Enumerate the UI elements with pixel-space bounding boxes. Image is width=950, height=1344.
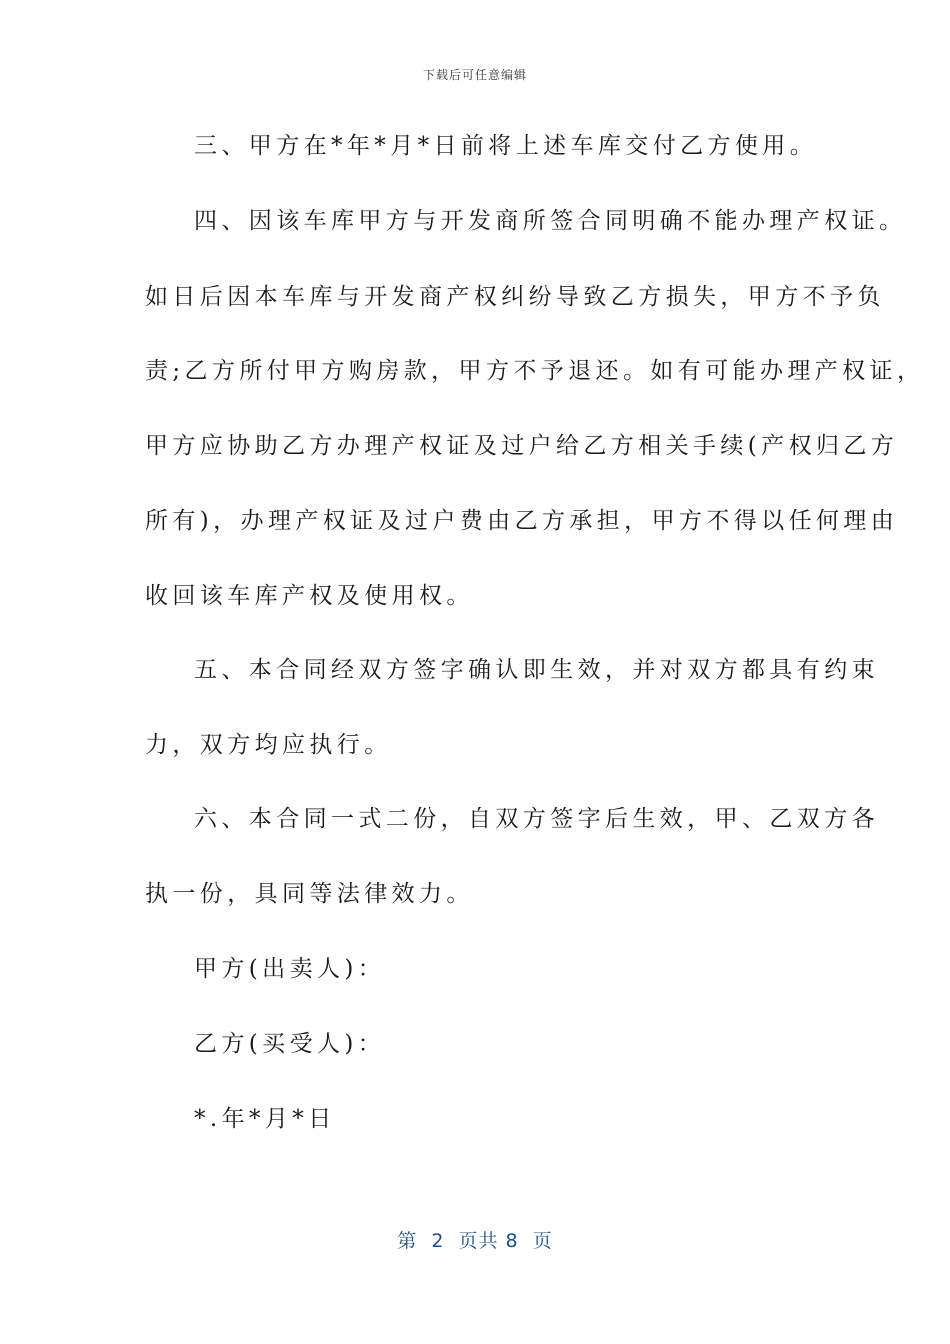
clause-6-line-1: 六、本合同一式二份，自双方签字后生效，甲、乙双方各 <box>194 806 879 832</box>
page-number-footer: 第 2 页共 8 页 <box>397 1230 553 1252</box>
party-b-signature-label: 乙方(买受人)： <box>194 1031 386 1057</box>
clause-4-line-3: 责;乙方所付甲方购房款，甲方不予退还。如有可能办理产权证， <box>145 358 925 384</box>
clause-4-line-1: 四、因该车库甲方与开发商所签合同明确不能办理产权证。 <box>194 208 907 234</box>
clause-6-line-2: 执一份，具同等法律效力。 <box>145 881 474 907</box>
clause-4-line-6: 收回该车库产权及使用权。 <box>145 583 474 609</box>
clause-4-line-2: 如日后因本车库与开发商产权纠纷导致乙方损失，甲方不予负 <box>145 284 885 310</box>
clause-4-line-4: 甲方应协助乙方办理产权证及过户给乙方相关手续(产权归乙方 <box>145 433 899 459</box>
clause-5-line-2: 力，双方均应执行。 <box>145 732 392 758</box>
header-note: 下载后可任意编辑 <box>422 68 527 82</box>
clause-5-line-1: 五、本合同经双方签字确认即生效，并对双方都具有约束 <box>194 657 879 683</box>
party-a-signature-label: 甲方(出卖人)： <box>194 956 386 982</box>
clause-3-line-1: 三、甲方在*年*月*日前将上述车库交付乙方使用。 <box>194 133 818 159</box>
clause-4-line-5: 所有)，办理产权证及过户费由乙方承担，甲方不得以任何理由 <box>145 508 899 534</box>
date-line: *.年*月*日 <box>194 1106 336 1132</box>
